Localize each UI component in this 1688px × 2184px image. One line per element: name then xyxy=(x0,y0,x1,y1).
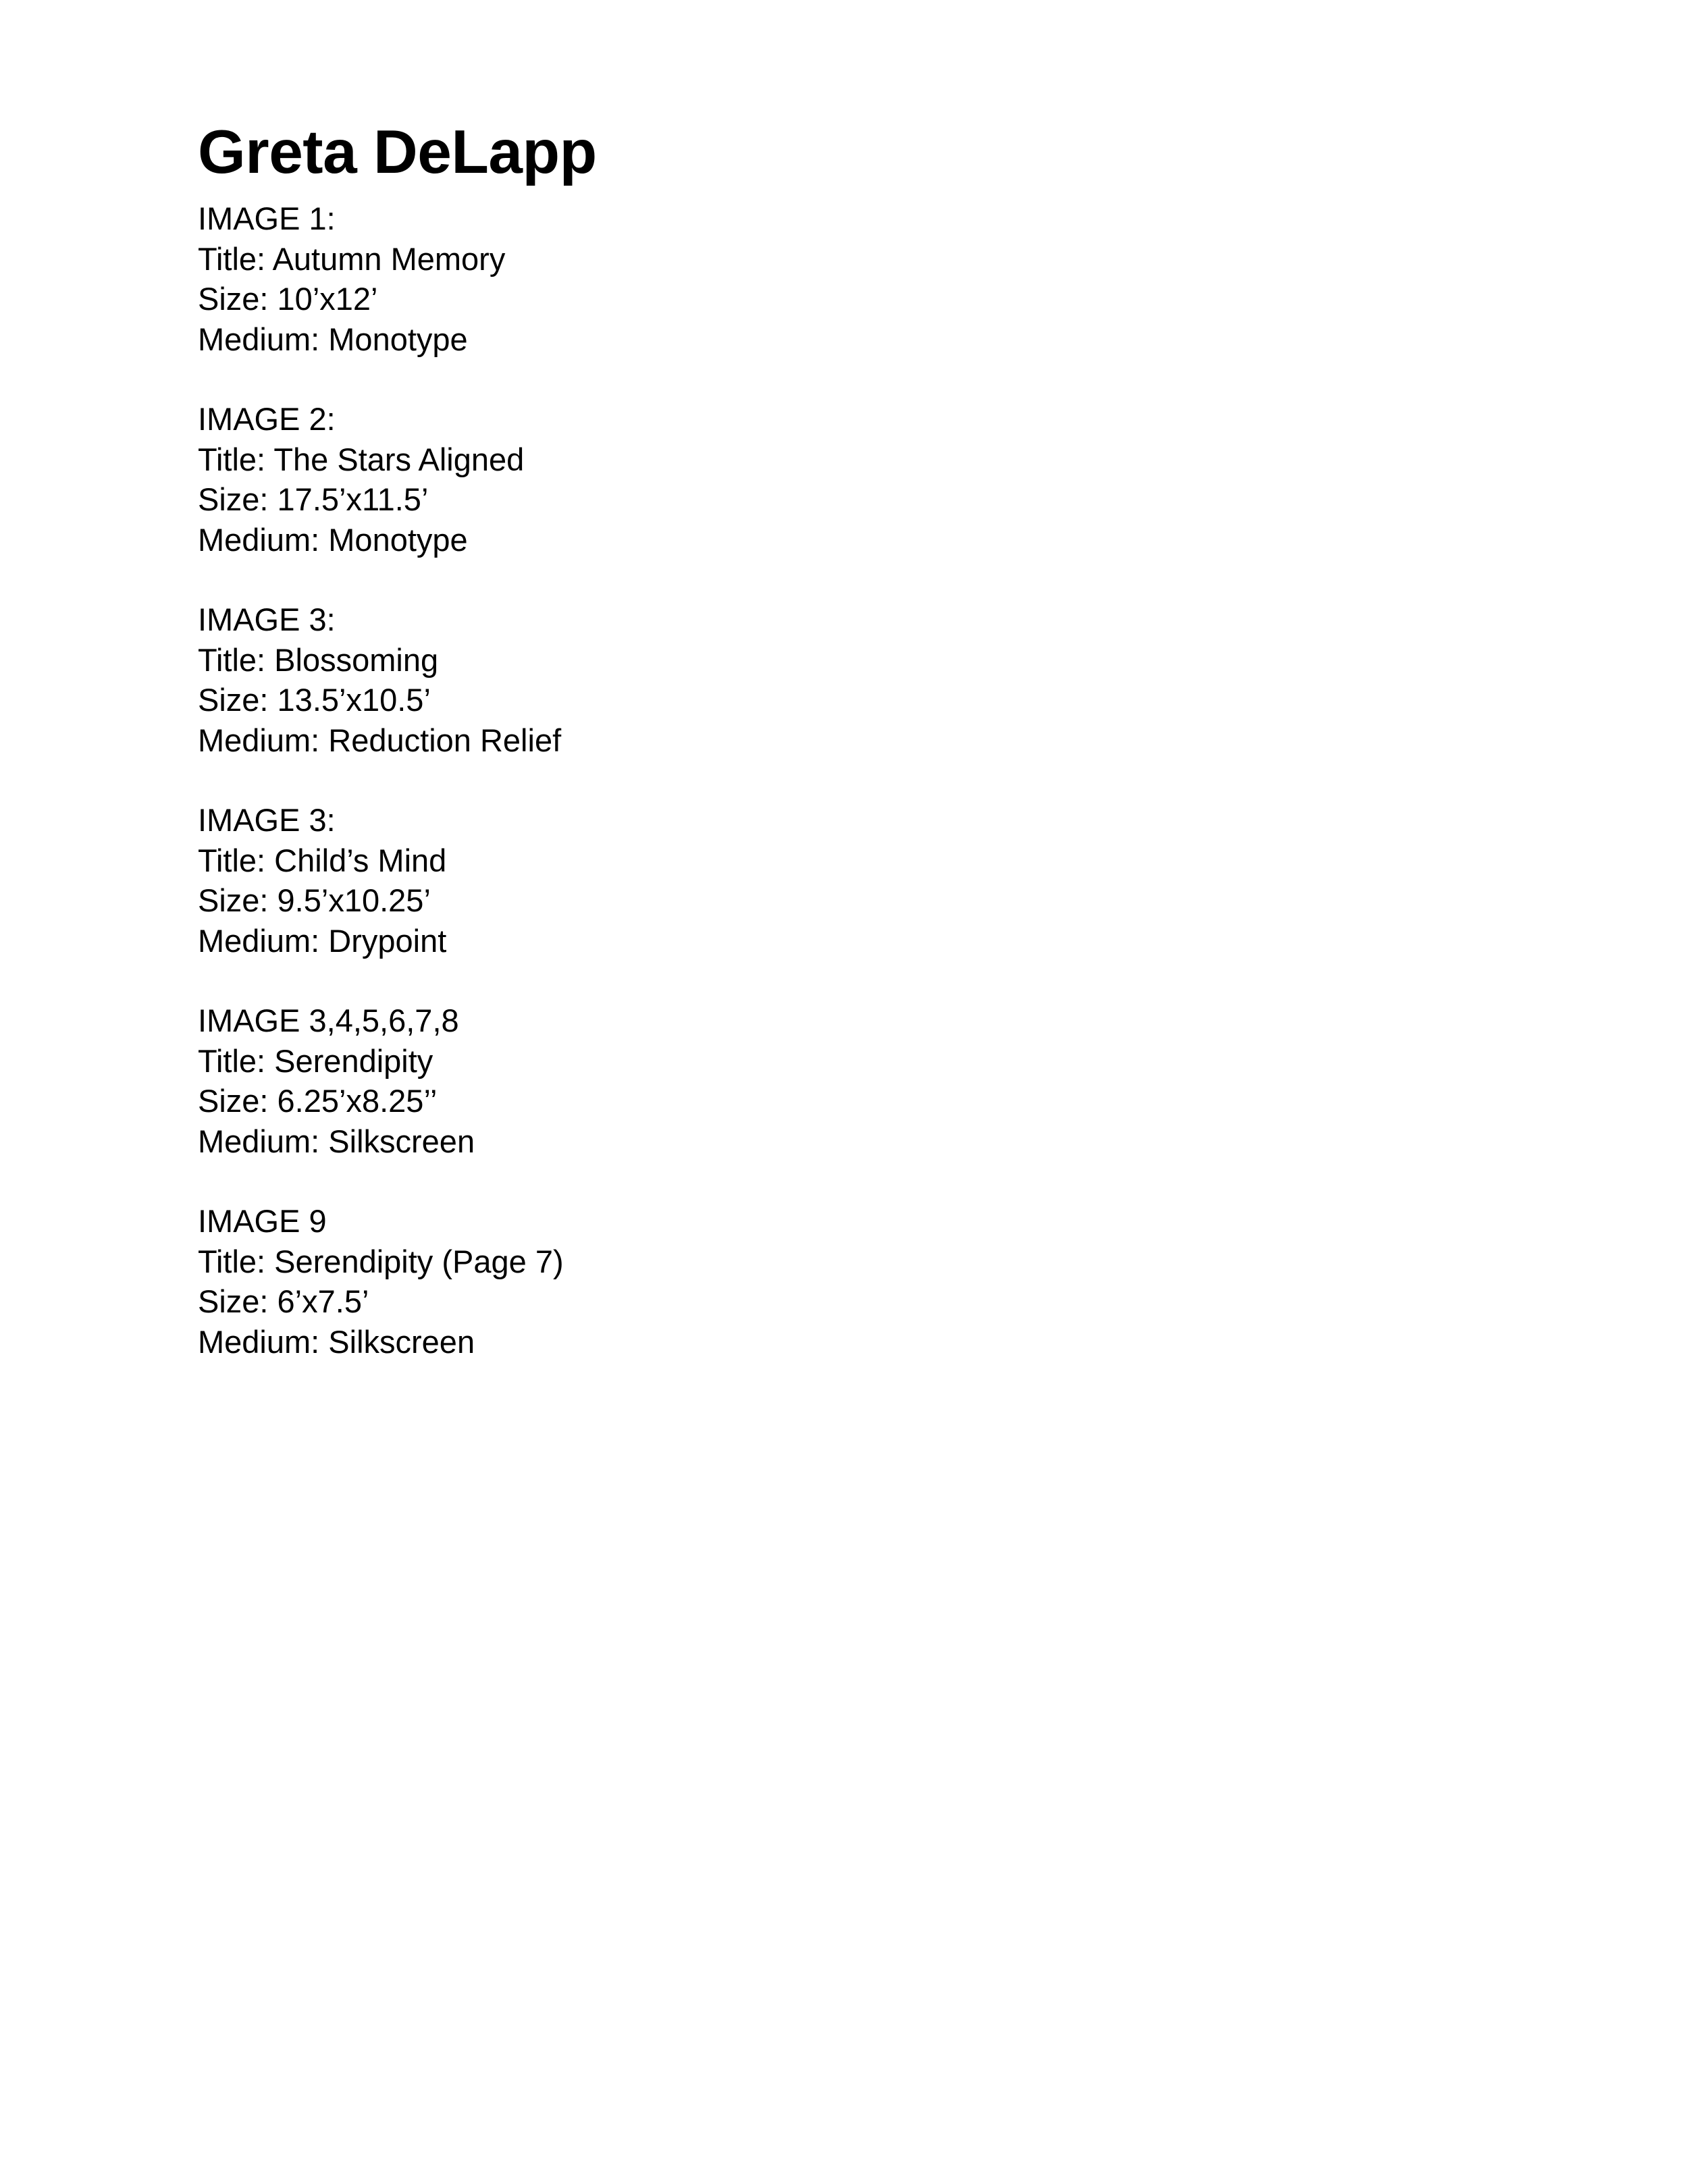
image-entry-2 xyxy=(198,399,1481,560)
image-entry-1 xyxy=(198,198,1481,359)
entry-size: Size: 9.5’x10.25’ xyxy=(198,882,431,918)
entry-medium: Medium: Silkscreen xyxy=(198,1323,475,1360)
entry-size: Size: 10’x12’ xyxy=(198,281,378,317)
entry-title: Title: Child’s Mind xyxy=(198,842,447,878)
entry-heading: IMAGE 3,4,5,6,7,8 xyxy=(198,1003,459,1038)
document-page xyxy=(198,115,1481,1402)
entry-size: Size: 6.25’x8.25’’ xyxy=(198,1083,438,1119)
entry-size: Size: 6’x7.5’ xyxy=(198,1283,369,1319)
image-entry-6 xyxy=(198,1201,1481,1362)
entry-title: Title: Blossoming xyxy=(198,641,439,678)
entry-size: Size: 13.5’x10.5’ xyxy=(198,682,431,718)
entry-medium: Medium: Silkscreen xyxy=(198,1123,475,1159)
entry-heading: IMAGE 2: xyxy=(198,401,336,437)
entry-heading: IMAGE 1: xyxy=(198,201,336,236)
image-entry-5 xyxy=(198,1001,1481,1161)
entry-medium: Medium: Drypoint xyxy=(198,922,447,959)
entry-title: Title: Serendipity (Page 7) xyxy=(198,1243,564,1279)
entry-size: Size: 17.5’x11.5’ xyxy=(198,481,429,517)
entry-medium: Medium: Monotype xyxy=(198,521,468,558)
image-entry-3 xyxy=(198,600,1481,760)
entry-medium: Medium: Monotype xyxy=(198,321,468,357)
entry-heading: IMAGE 3: xyxy=(198,602,336,637)
entry-heading: IMAGE 9 xyxy=(198,1203,327,1239)
entry-medium: Medium: Reduction Relief xyxy=(198,722,562,758)
entry-title: Title: Serendipity xyxy=(198,1042,433,1079)
entry-title: Title: The Stars Aligned xyxy=(198,441,525,477)
entry-heading: IMAGE 3: xyxy=(198,802,336,838)
entry-title: Title: Autumn Memory xyxy=(198,240,506,277)
author-name: Greta DeLapp xyxy=(198,118,597,186)
image-entry-4 xyxy=(198,800,1481,961)
